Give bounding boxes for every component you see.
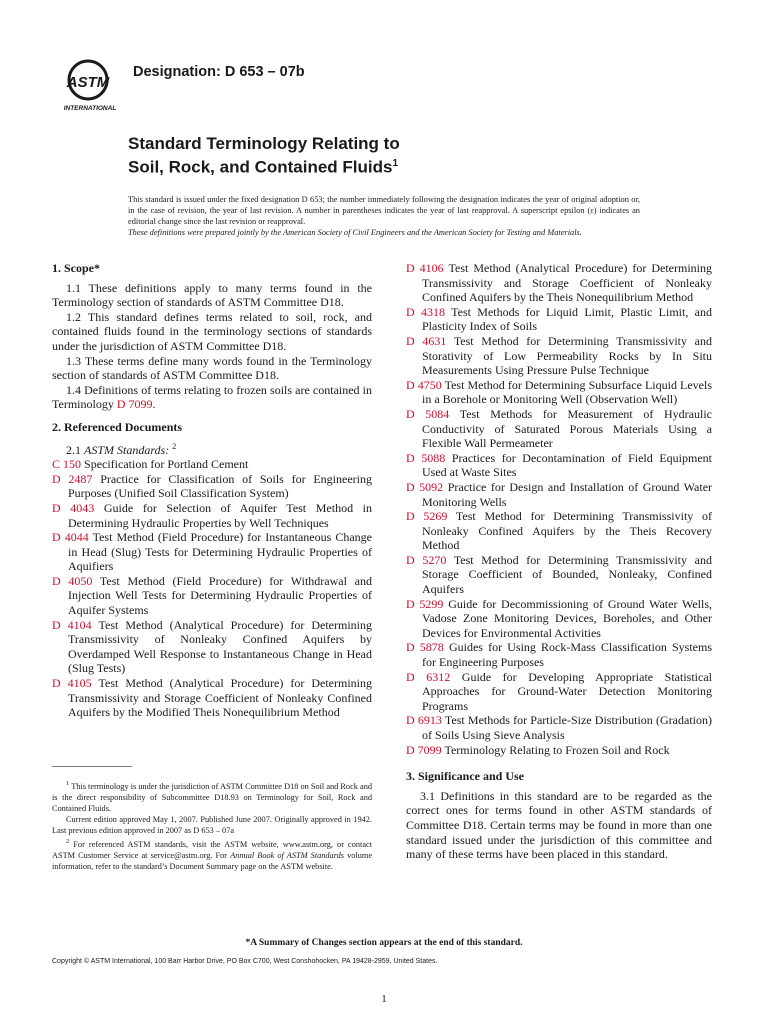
standard-link[interactable]: D 4104 (52, 617, 92, 632)
standard-link[interactable]: D 4043 (52, 500, 95, 515)
standard-link[interactable]: D 5878 (406, 640, 444, 655)
footnote-1-edition: Current edition approved May 1, 2007. Published June 2007. Originally approved in 1942. Last previous edition approved in 2007 as D 653 – 07a (52, 814, 372, 835)
standard-link[interactable]: D 4050 (52, 573, 93, 588)
standard-entry (406, 305, 712, 334)
standard-title: Guide for Developing Appropriate Statistical Approaches for Ground-Water Detection Monitoring Programs (422, 669, 712, 713)
footnotes (52, 778, 372, 872)
astm-logo (60, 56, 122, 114)
standard-entry (52, 530, 372, 574)
standard-title: Practice for Classification of Soils for Engineering Purposes (Unified Soil Classification System) (68, 471, 372, 501)
standard-link[interactable]: D 4106 (406, 261, 444, 275)
section-3-heading: 3. Significance and Use (406, 769, 525, 784)
designation: Designation: D 653 – 07b (133, 64, 305, 80)
standard-entry (406, 407, 712, 451)
standard-link[interactable]: D 4750 (406, 377, 442, 392)
standard-link[interactable]: C 150 (52, 457, 82, 472)
intro-italic-note: These definitions were prepared jointly by the American Society of Civil Engineers and the American Society for Testing and Materials. (128, 228, 582, 237)
standard-title: Practices for Decontamination of Field Equipment Used at Waste Sites (422, 450, 712, 480)
standard-title: Guides for Using Rock-Mass Classification Systems for Engineering Purposes (422, 640, 712, 670)
standards-list-right (406, 261, 712, 757)
intro-text: This standard is issued under the fixed designation D 653; the number immediately following the designation indicates the year of original adoption or, in the case of revision, the year of last revision. A number in parentheses indicates the year of last reapproval. A superscript epsilon (ε) indicates an editorial change since the last revision or reapproval. (128, 195, 640, 226)
page-number: 1 (381, 993, 387, 1005)
standard-entry (52, 618, 372, 676)
standard-title: Guide for Decommissioning of Ground Water Wells, Vadose Zone Monitoring Devices, Boreholes, and Other Devices for Environmental Activities (422, 596, 713, 640)
scope-1-4: 1.4 Definitions of terms relating to frozen soils are contained in Terminology D 7099. (52, 382, 372, 412)
standard-link[interactable]: D 4044 (52, 530, 89, 545)
link-d7099[interactable]: D 7099 (116, 397, 153, 412)
summary-note: *A Summary of Changes section appears at the end of this standard. (245, 938, 523, 948)
standard-title: Test Method for Determining Transmissivity of Nonleaky Confined Aquifers by the Theis Recovery Method (422, 509, 712, 553)
standard-link[interactable]: D 5084 (406, 406, 450, 421)
standard-link[interactable]: D 4105 (52, 676, 92, 691)
standard-title: Test Methods for Particle-Size Distribution (Gradation) of Soils Using Sieve Analysis (422, 713, 712, 742)
title-line-1: Standard Terminology Relating to (128, 134, 400, 153)
standard-entry (406, 743, 712, 758)
scope-1-2: 1.2 This standard defines terms related to soil, rock, and contained fluids found in the terminology sections of standards under the jurisdiction of ASTM Committee D18. (52, 309, 372, 353)
document-title (128, 134, 400, 178)
standard-title: Test Method (Field Procedure) for Instantaneous Change in Head (Slug) Tests for Determining Hydraulic Properties of Aquifiers (68, 530, 372, 574)
standard-title: Guide for Selection of Aquifer Test Method in Determining Hydraulic Properties by Well Techniques (68, 500, 373, 530)
standard-link[interactable]: D 4631 (406, 333, 447, 348)
standard-entry (52, 501, 372, 530)
standard-link[interactable]: D 5088 (406, 450, 446, 465)
svg-text:INTERNATIONAL: INTERNATIONAL (63, 105, 117, 112)
scope-1-3: 1.3 These terms define many words found in the Terminology section of standards of ASTM Committee D18. (52, 353, 372, 383)
standard-entry (406, 378, 712, 407)
title-footnote-mark: 1 (392, 158, 399, 169)
scope-1-1: 1.1 These definitions apply to many terms found in the Terminology section of standards of ASTM Committee D18. (52, 280, 372, 310)
standard-title: Practice for Design and Installation of Ground Water Monitoring Wells (422, 479, 713, 509)
standard-link[interactable]: D 2487 (52, 471, 93, 486)
standard-entry (52, 472, 372, 501)
intro-block (128, 194, 640, 238)
standard-entry (52, 574, 372, 618)
standard-entry (406, 261, 712, 305)
title-line-2: Soil, Rock, and Contained Fluids$^1$ (128, 157, 399, 177)
standard-link[interactable]: D 5270 (406, 552, 447, 567)
section-2-heading: 2. Referenced Documents (52, 419, 183, 434)
standard-title: Test Method for Determining Transmissivity and Storativity of Low Permeability Rocks by In Situ Measurements Using Pressure Pulse Technique (422, 333, 712, 378)
standard-link[interactable]: D 5269 (406, 509, 448, 524)
standard-entry (406, 713, 712, 742)
standard-entry (406, 451, 712, 480)
standard-title: Test Methods for Measurement of Hydraulic Conductivity of Saturated Porous Materials Using a Flexible Wall Permeameter (422, 406, 712, 451)
standard-entry (52, 676, 372, 720)
standard-entry (406, 640, 712, 669)
standard-link[interactable]: D 7099 (406, 742, 442, 757)
standard-title: Test Method (Analytical Procedure) for Determining Transmissivity and Storage Coefficient of Nonleaky Confined Aquifers by the Modified Theis Nonequilibrium Method (68, 676, 372, 720)
standard-entry (406, 553, 712, 597)
section-1-heading: 1. Scope* (52, 261, 100, 275)
significance-3-1: 3.1 Definitions in this standard are to be regarded as the correct ones for terms found in other ASTM standards of Committee D18. Certain terms may be found in more than one standard issued under the jurisdiction of this committee and many of these terms have been placed in this standard. (406, 788, 712, 862)
standard-entry (406, 509, 712, 553)
standard-entry (406, 480, 712, 509)
standard-link[interactable]: D 6312 (406, 669, 451, 684)
footnote-1: $^1$ This terminology is under the jurisdiction of ASTM Committee D18 on Soil and Rock and is the direct responsibility of Subcommittee D18.93 on Terminology for Soil, Rock and Contained Fluids. (52, 780, 372, 813)
standard-link[interactable]: D 6913 (406, 713, 442, 728)
standard-entry (406, 670, 712, 714)
standards-list-left (52, 457, 372, 720)
footnote-divider (52, 766, 132, 767)
footnote-2: $^2$ For referenced ASTM standards, visit the ASTM website, www.astm.org, or contact ASTM Customer Service at service@astm.org. For Annual Book of ASTM Standards volume information, refer to the standard’s Document Summary page on the ASTM website. (52, 837, 372, 871)
standard-title: Test Method (Analytical Procedure) for Determining Transmissivity of Nonleaky Confined Aquifers by Overdamped Well Response to Instantaneous Change in Head (Slug Tests) (68, 617, 372, 676)
svg-text:ASTM: ASTM (66, 74, 110, 91)
standard-link[interactable]: D 5299 (406, 596, 444, 611)
left-column (52, 261, 372, 720)
standard-entry (52, 457, 372, 472)
standard-link[interactable]: D 5092 (406, 479, 444, 494)
copyright-line: Copyright © ASTM International, 100 Barr Harbor Drive, PO Box C700, West Conshohocken, PA 19428-2959, United States. (52, 958, 438, 965)
standard-title: Test Methods for Liquid Limit, Plastic Limit, and Plasticity Index of Soils (422, 304, 712, 334)
standard-title: Test Method (Field Procedure) for Withdrawal and Injection Well Tests for Determining Hydraulic Properties of Aquifer Systems (68, 573, 372, 618)
standard-title: Test Method for Determining Transmissivity and Storage Coefficient of Bounded, Nonleaky, Confined Aquifers (422, 552, 712, 597)
standard-title: Test Method (Analytical Procedure) for Determining Transmissivity and Storage Coefficient of Nonleaky Confined Aquifers by the Theis Nonequilibrium Method (422, 261, 712, 305)
standard-entry (406, 597, 712, 641)
astm-standards-subheading: 2.1 ASTM Standards: $^2$ (66, 441, 177, 457)
standard-entry (406, 334, 712, 378)
standard-link[interactable]: D 4318 (406, 304, 446, 319)
standard-title: Specification for Portland Cement (84, 457, 249, 472)
right-column (406, 261, 712, 862)
standard-title: Test Method for Determining Subsurface Liquid Levels in a Borehole or Monitoring Well (Observation Well) (422, 377, 712, 407)
standard-title: Terminology Relating to Frozen Soil and Rock (444, 742, 670, 757)
